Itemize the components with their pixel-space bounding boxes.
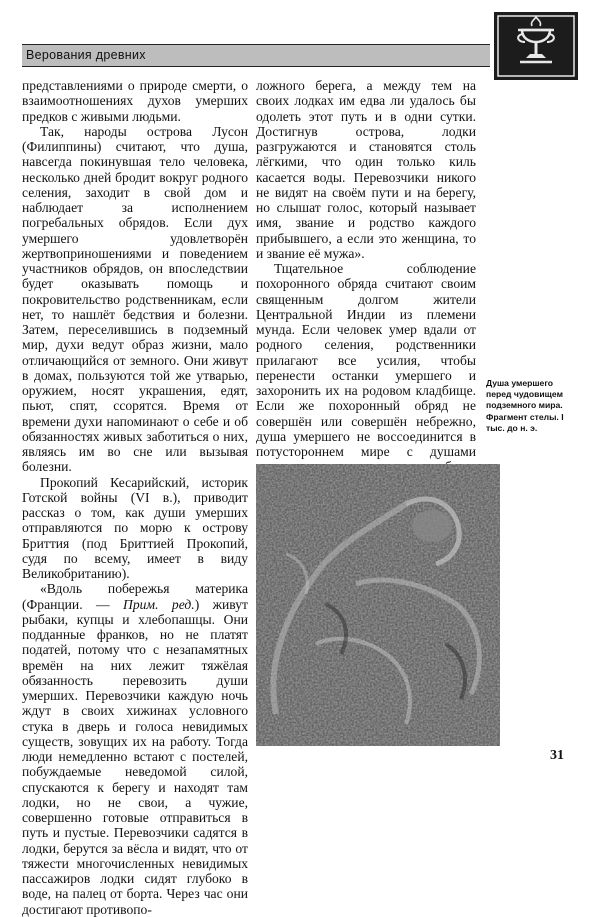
paragraph-luzon: Так, народы острова Лусон (Филиппины) считают, что душа, навсегда покинувшая тело человека, несколько дней бродит вокруг родного селения, заходит в свой дом и наблюдает за исполнением погребальных обрядов. Если дух умершего удовлетворён жертвоприношениями и поведением участников обрядов, он впоследствии будет оказывать помощь и покровительство родственникам, если нет, то нашлёт бедствия и болезни. Затем, переселившись в подземный мир, духи ведут образ жизни, мало отличающийся от земного. Они живут в домах, пользуются той же утварью, оружием, носят украшения, едят, пьют, спят, ссорятся. Время от времени духи напоминают о себе и об обязанностях живых заботиться о них, являясь им во сне или вызывая болезни. bbox=[22, 123, 248, 475]
left-text-column bbox=[22, 78, 248, 917]
editor-note: Прим. ред. bbox=[123, 596, 195, 612]
vase-emblem-icon bbox=[494, 12, 578, 80]
paragraph-procopius: Прокопий Кесарийский, историк Готской войны (VI в.), приводит рассказ о том, как души умерших отправляются по морю к острову Бриттия (под Бриттией Прокопий, судя по всему, имеет в виду Великобританию). bbox=[22, 474, 248, 581]
running-header bbox=[22, 44, 490, 67]
quote-start: «Вдоль побережья материка (Франции. — bbox=[22, 581, 248, 612]
paragraph-quote-end: ложного берега, а между тем на своих лодках им едва ли удалось бы одолеть этот путь и в одни сутки. Достигнув острова, лодки разгружаются и становятся столь лёгкими, что один только киль касается воды. Перевозчики никого не видят на своём пути и на берегу, но слышат голос, который называет имя, звание и родство каждого прибывшего, а если это женщина, то и звание её мужа». bbox=[256, 78, 476, 261]
paragraph-munda: Тщательное соблюдение похоронного обряда считают своим священным долгом жители Центральной Индии из племени мунда. Если человек умер вдали от родного селения, родственники прилагают все усилия, чтобы перенести останки умершего и захоронить их на родовом кладбище. Если же похоронный обряд не совершён или совершён небрежно, душа умершего не воссоединится в потустороннем мире с душами bbox=[256, 261, 476, 459]
section-title: Верования древних bbox=[26, 48, 146, 62]
quote-body: ) живут рыбаки, купцы и хлебопашцы. Они подданные франков, но не платят податей, потому что с незапамятных времён на них лежит тяжёлая обязанность перевозить души умерших. Перевозчики каждую ночь ждут в своих хижинах условного стука в дверь и голоса невидимых существ, зовущих их на работу. Тогда люди немедленно встают с постелей, побуждаемые неведомой силой, спускаются к берегу и находят там лодки, но не свои, а чужие, совершенно готовые отправиться в путь и пустые. Перевозчики садятся в лодки, берутся за вёсла и видят, что от тяжести многочисленных невидимых пассажиров лодки сидят глубоко в воде, на палец от борта. Через час они достигают противопо- bbox=[22, 596, 248, 917]
stele-relief-image bbox=[256, 464, 500, 746]
page-number: 31 bbox=[550, 748, 564, 763]
paragraph-continuation: представлениями о природе смерти, о взаимоотношениях духов умерших предков с живыми людьми. bbox=[22, 78, 248, 124]
figure-caption: Душа умершего перед чудовищем подземного мира. Фрагмент стелы. I тыс. до н. э. bbox=[486, 378, 564, 433]
paragraph-quote bbox=[22, 581, 248, 917]
header-rule bbox=[22, 66, 490, 67]
